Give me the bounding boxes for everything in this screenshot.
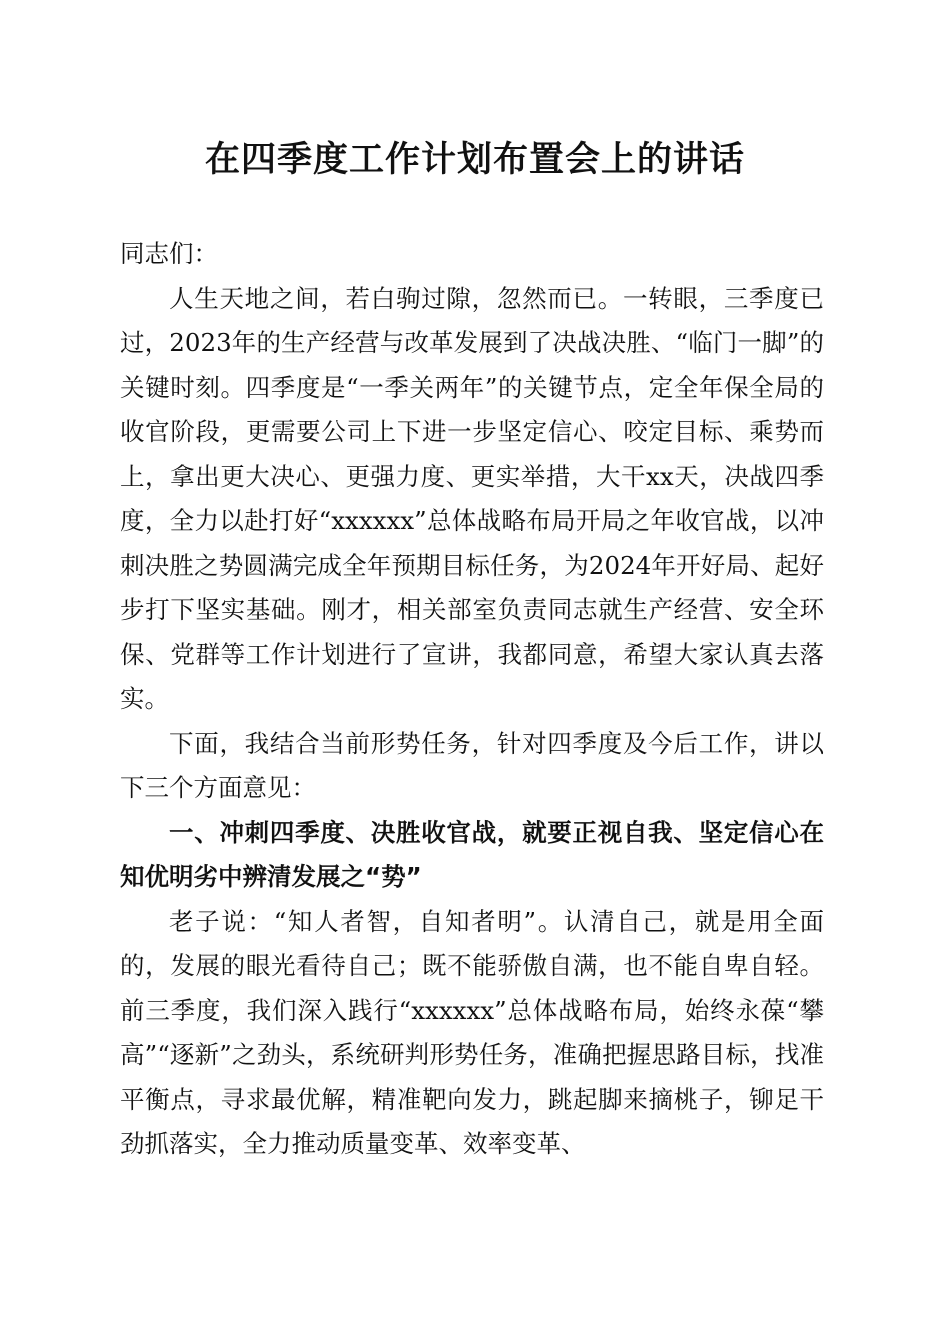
paragraph-outline: 下面，我结合当前形势任务，针对四季度及今后工作，讲以下三个方面意见： — [120, 728, 824, 802]
paragraph-intro: 人生天地之间，若白驹过隙，忽然而已。一转眼，三季度已过，2023年的生产经营与改革发展到了决战决胜、“临门一脚”的关键时刻。四季度是“一季关两年”的关键节点，定全年保全局的收官阶段，更需要公司上下进一步坚定信心、咬定目标、乘势而上，拿出更大决心、更强力度、更实举措，大干xx天，决战四季度，全力以赴打好“xxxxxx”总体战略布局开局之年收官战，以冲刺决胜之势圆满完成全年预期目标任务，为2024年开好局、起好步打下坚实基础。刚才，相关部室负责同志就生产经营、安全环保、党群等工作计划进行了宣讲，我都同意，希望大家认真去落实。 — [120, 283, 824, 713]
salutation: 同志们： — [120, 239, 218, 268]
document-body — [120, 232, 824, 1167]
section-heading: 一、冲刺四季度、决胜收官战，就要正视自我、坚定信心在知优明劣中辨清发展之“势” — [120, 817, 824, 891]
section-paragraph: 老子说：“知人者智，自知者明”。认清自己，就是用全面的，发展的眼光看待自己；既不能骄傲自满，也不能自卑自轻。前三季度，我们深入践行“xxxxxx”总体战略布局，始终永葆“攀高”“逐新”之劲头，系统研判形势任务，准确把握思路目标，找准平衡点，寻求最优解，精准靶向发力，跳起脚来摘桃子，铆足干劲抓落实，全力推动质量变革、效率变革、 — [120, 906, 824, 1158]
document-title: 在四季度工作计划布置会上的讲话 — [204, 139, 745, 180]
